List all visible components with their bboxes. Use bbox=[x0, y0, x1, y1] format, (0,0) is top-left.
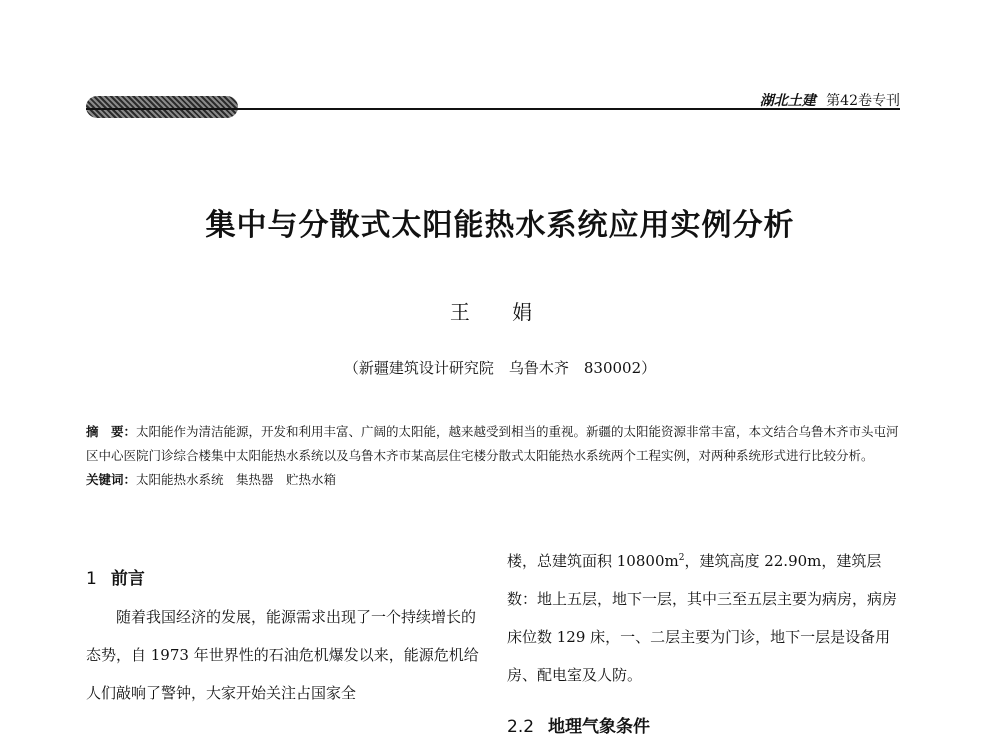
building-description-paragraph bbox=[507, 542, 900, 694]
abstract-label: 摘 要： bbox=[86, 424, 137, 439]
journal-header bbox=[760, 90, 900, 110]
abstract-paragraph bbox=[86, 420, 900, 468]
section-heading-climate bbox=[507, 708, 900, 746]
area-superscript: 2 bbox=[678, 553, 685, 563]
section-badge-logo bbox=[86, 96, 238, 118]
section-title-2-2: 地理气象条件 bbox=[548, 717, 651, 737]
abstract-text: 太阳能作为清洁能源，开发和利用丰富、广阔的太阳能，越来越受到相当的重视。新疆的太阳能资源非常丰富，本文结合乌鲁木齐市头屯河区中心医院门诊综合楼集中太阳能热水系统以及乌鲁木齐市某高层住宅楼分散式太阳能热水系统两个工程实例，对两种系统形式进行比较分析。 bbox=[86, 424, 899, 463]
section-number: 1 bbox=[86, 569, 97, 589]
intro-paragraph: 随着我国经济的发展，能源需求出现了一个持续增长的态势，自 1973 年世界性的石油危机爆发以来，能源危机给人们敲响了警钟，大家开始关注占国家全 bbox=[86, 608, 479, 702]
section-heading-introduction bbox=[86, 560, 482, 598]
keywords-label: 关键词： bbox=[86, 472, 137, 487]
left-column bbox=[86, 560, 482, 712]
right-column bbox=[507, 542, 900, 746]
paragraph-rest: ，建筑高度 22.90m，建筑层数：地上五层，地下一层，其中三至五层主要为病房，病房床位数 129 床，一、二层主要为门诊，地下一层是设备用房、配电室及人防。 bbox=[507, 552, 898, 684]
section-title: 前言 bbox=[110, 569, 145, 589]
author-affiliation: （新疆建筑设计研究院 乌鲁木齐 830002） bbox=[343, 359, 657, 377]
keywords-paragraph bbox=[86, 468, 900, 492]
journal-name: 湖北土建 bbox=[759, 93, 816, 109]
paper-title: 集中与分散式太阳能热水系统应用实例分析 bbox=[205, 208, 795, 243]
abstract-block bbox=[86, 420, 900, 492]
section-number-2-2: 2.2 bbox=[507, 717, 535, 737]
author-name: 王 娟 bbox=[449, 300, 551, 324]
keywords-text: 太阳能热水系统 集热器 贮热水箱 bbox=[136, 472, 337, 487]
paragraph-start: 楼，总建筑面积 10800m bbox=[507, 552, 679, 570]
journal-issue: 第42卷专刊 bbox=[826, 93, 900, 109]
